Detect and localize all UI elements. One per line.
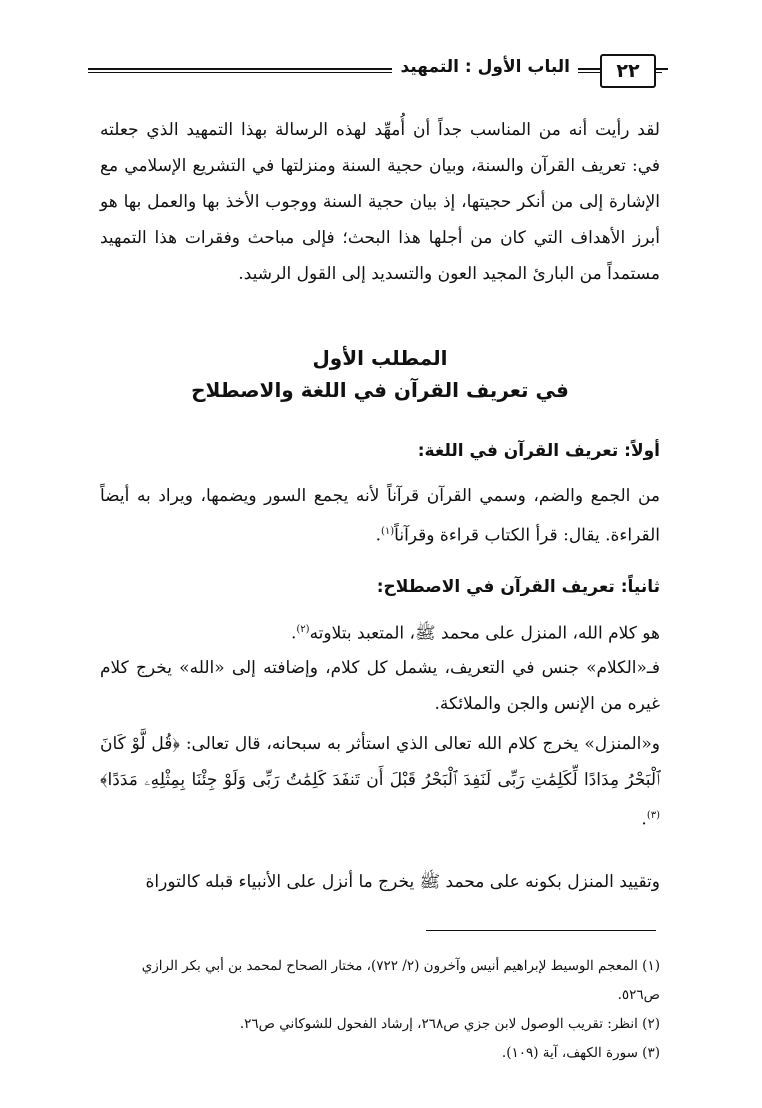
section-title: المطلب الأول: [312, 346, 448, 370]
linguistic-definition-body: من الجمع والضم، وسمي القرآن قرآناً لأنه يجمع السور ويضمها، ويراد به أيضاً القراءة. يقال: قرأ الكتاب قراءة وقرآناً: [100, 486, 660, 546]
munazzal-end: .: [641, 809, 647, 830]
footnote-3: (٣) سورة الكهف، آية (١٠٩).: [501, 1045, 660, 1061]
footnote-ref-1[interactable]: (١): [380, 526, 395, 537]
munazzal-body: و«المنزل» يخرج كلام الله تعالى الذي استأثر به سبحانه، قال تعالى: ﴿قُل لَّوْ كَانَ ٱلْبَحْرُ مِدَادًا لِّكَلِمَٰتِ رَبِّى لَنَفِدَ ٱلْبَحْرُ قَبْلَ أَن تَنفَدَ كَلِمَٰتُ رَبِّى وَلَوْ جِئْنَا بِمِثْلِهِۦ مَدَدًا﴾: [100, 734, 660, 790]
kalam-paragraph: فـ«الكلام» جنس في التعريف، يشمل كل كلام، وإضافته إلى «الله» يخرج كلام غيره من الإنس والجن والملائكة.: [100, 658, 660, 714]
intro-paragraph: لقد رأيت أنه من المناسب جداً أن أُمهِّد لهذه الرسالة بهذا التمهيد الذي جعلته في: تعريف القرآن والسنة، وبيان حجية السنة ومنزلتها في التشريع الإسلامي مع الإشارة إلى من أنكر حجيتها، إذ بيان حجية السنة ووجوب الأخذ بها والعمل بها هو أبرز الأهداف التي كان من أجلها هذا البحث؛ فإلى مباحث وفقرات هذا التمهيد مستمداً من البارئ المجيد العون والتسديد إلى القول الرشيد.: [100, 120, 660, 284]
footnote-divider: [426, 930, 656, 931]
running-header: [88, 54, 662, 88]
technical-definition-body: هو كلام الله، المنزل على محمد ﷺ، المتعبد بتلاوته: [309, 623, 660, 644]
footnote-2: (٢) انظر: تقريب الوصول لابن جزي ص٢٦٨، إرشاد الفحول للشوكاني ص٢٦.: [239, 1016, 660, 1032]
last-paragraph: وتقييد المنزل بكونه على محمد ﷺ يخرج ما أنزل على الأنبياء قبله كالتوراة: [145, 872, 660, 892]
footnote-1: (١) المعجم الوسيط لإبراهيم أنيس وآخرون (٢/ ٧٢٢)، مختار الصحاح لمحمد بن أبي بكر الرازي ص٥٢٦.: [141, 958, 660, 1003]
footnotes: [100, 952, 660, 1068]
linguistic-definition-text: [100, 478, 660, 554]
technical-definition-end: .: [290, 623, 297, 644]
section-subtitle: في تعريف القرآن في اللغة والاصطلاح: [191, 378, 569, 402]
footnote-ref-3[interactable]: (٣): [646, 810, 660, 821]
page-number-tick: [654, 68, 668, 70]
linguistic-definition-heading: أولاً: تعريف القرآن في اللغة:: [417, 441, 660, 461]
technical-definition-text: [100, 612, 660, 652]
running-title: الباب الأول : التمهيد: [392, 57, 578, 77]
technical-definition-heading: ثانياً: تعريف القرآن في الاصطلاح:: [376, 577, 660, 597]
page-number: ٢٢: [600, 54, 656, 88]
linguistic-definition-end: .: [375, 525, 381, 546]
munazzal-paragraph: [100, 726, 660, 838]
footnote-ref-2[interactable]: (٢): [296, 624, 310, 635]
